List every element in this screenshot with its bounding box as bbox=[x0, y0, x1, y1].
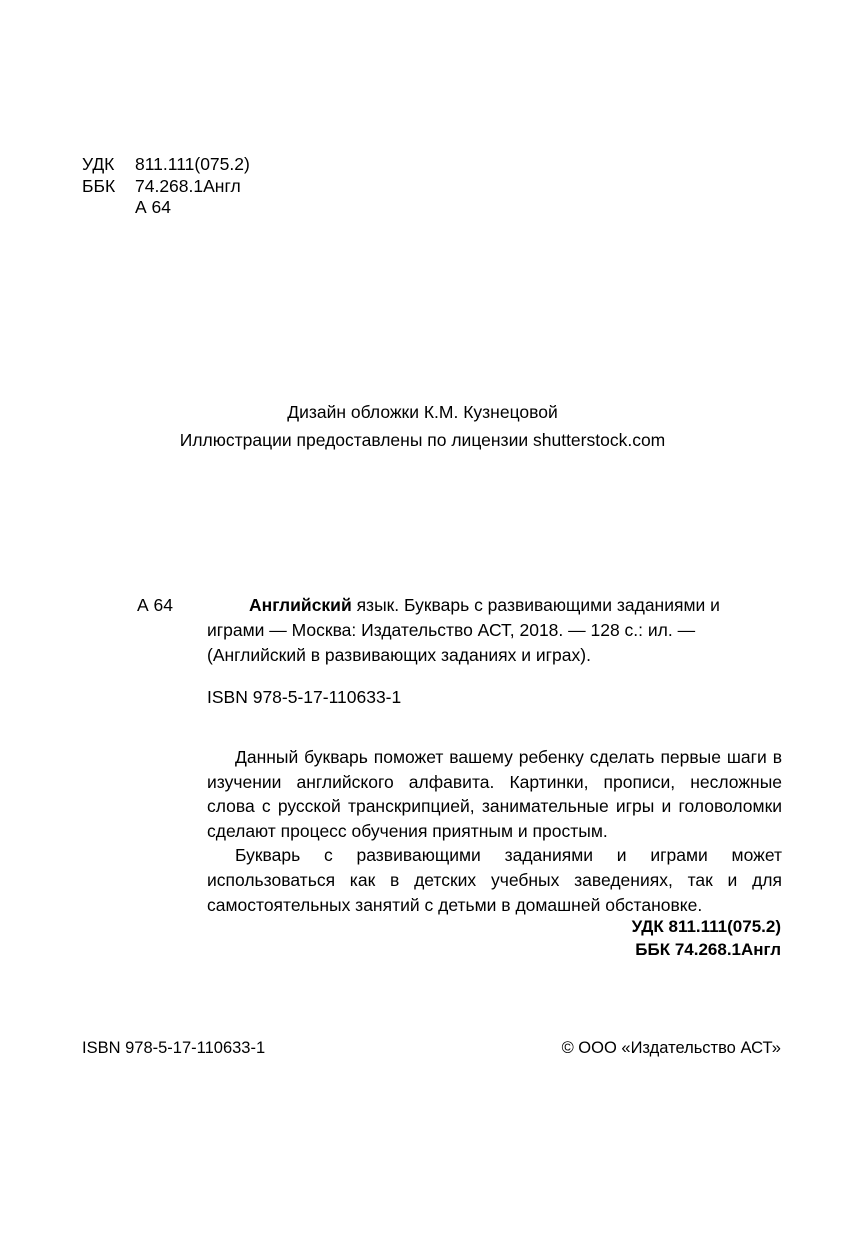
bbk-value: 74.268.1Англ bbox=[135, 175, 241, 196]
annotation-paragraph-1: Данный букварь поможет вашему ребенку сделать первые шаги в изучении английского алфавита. Картинки, прописи, несложные слова с русской транскрипцией, занимательные игры и головоломки сделают процесс обучения приятным и простым. bbox=[207, 747, 782, 841]
udk-value: 811.111(075.2) bbox=[135, 154, 250, 174]
isbn-main: ISBN 978-5-17-110633-1 bbox=[207, 687, 402, 707]
classification-block bbox=[82, 154, 250, 219]
biblio-body bbox=[207, 593, 782, 668]
author-sign-row bbox=[82, 197, 250, 219]
author-sign-value: А 64 bbox=[135, 197, 171, 217]
bbk-label: ББК bbox=[82, 175, 116, 196]
biblio-title-bold: Английский bbox=[249, 595, 352, 615]
udk-label: УДК bbox=[82, 154, 115, 174]
bibliographic-description bbox=[137, 593, 782, 668]
annotation-block bbox=[207, 745, 782, 917]
cover-design-credit: Дизайн обложки К.М. Кузнецовой bbox=[287, 402, 558, 422]
author-sign-spacer bbox=[82, 197, 135, 219]
bbk-row bbox=[82, 176, 250, 198]
page-footer bbox=[82, 1037, 781, 1059]
udk-row bbox=[82, 154, 250, 176]
bbk-bold: ББК 74.268.1Англ bbox=[635, 940, 781, 959]
credits-block bbox=[0, 398, 845, 454]
biblio-description-text: язык. Букварь с развивающими заданиями и играми — Москва: Издательство АСТ, 2018. — 128 с.: ил. — (Английский в развивающих заданиях и играх). bbox=[207, 595, 720, 665]
illustrations-credit: Иллюстрации предоставлены по лицензии shutterstock.com bbox=[179, 430, 666, 450]
footer-isbn: ISBN 978-5-17-110633-1 bbox=[82, 1039, 266, 1057]
udk-bold: УДК 811.111(075.2) bbox=[631, 917, 781, 936]
annotation-paragraph-2: Букварь с развивающими заданиями и играми может использоваться как в детских учебных заведениях, так и для самостоятельных занятий с детьми в домашней обстановке. bbox=[207, 845, 782, 915]
classification-bold-block bbox=[632, 915, 781, 961]
footer-copyright: © ООО «Издательство АСТ» bbox=[561, 1039, 781, 1057]
biblio-marker: А 64 bbox=[137, 595, 173, 615]
